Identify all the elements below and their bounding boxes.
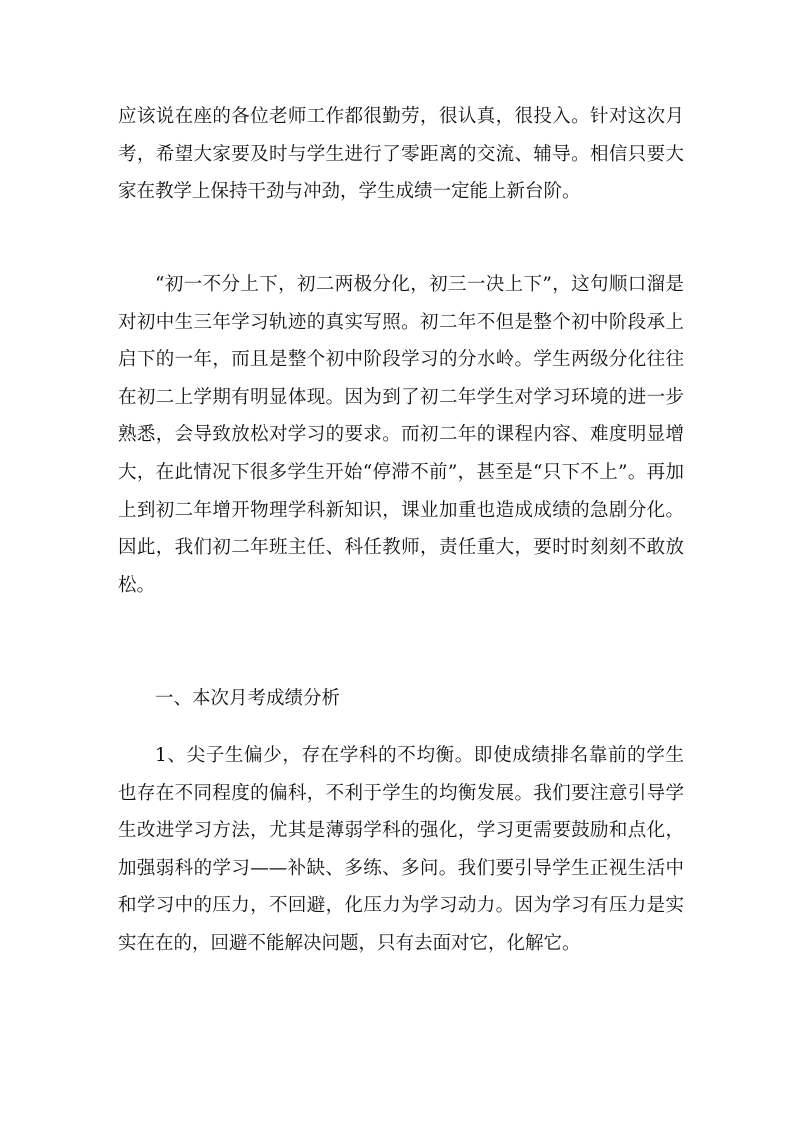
paragraph-grade-two-analysis: “初一不分上下，初二两极分化，初三一决上下”，这句顺口溜是对初中生三年学习轨迹的真实写照。初二年不但是整个初中阶段承上启下的一年，而且是整个初中阶段学习的分水岭。学生两级分化往往在初二上学期有明显体现。因为到了初二年学生对学习环境的进一步熟悉，会导致放松对学习的要求。而初二年的课程内容、难度明显增大，在此情况下很多学生开始“停滞不前”，甚至是“只下不上”。再加上到初二年增开物理学科新知识，课业加重也造成成绩的急剧分化。因此，我们初二年班主任、科任教师，责任重大，要时时刻刻不敢放松。 xyxy=(118,274,684,596)
paragraph-teacher-effort: 应该说在座的各位老师工作都很勤劳，很认真，很投入。针对这次月考，希望大家要及时与学生进行了零距离的交流、辅导。相信只要大家在教学上保持干劲与冲劲，学生成绩一定能上新台阶。 xyxy=(118,106,684,203)
section-heading-exam-analysis: 一、本次月考成绩分析 xyxy=(155,688,341,709)
paragraph-top-students: 1、尖子生偏少，存在学科的不均衡。即使成绩排名靠前的学生也存在不同程度的偏科，不利于学生的均衡发展。我们要注意引导学生改进学习方法，尤其是薄弱学科的强化，学习更需要鼓励和点化，加强弱科的学习——补缺、多练、多问。我们要引导学生正视生活中和学习中的压力，不回避，化压力为学习动力。因为学习有压力是实实在在的，回避不能解决问题，只有去面对它，化解它。 xyxy=(118,745,684,954)
